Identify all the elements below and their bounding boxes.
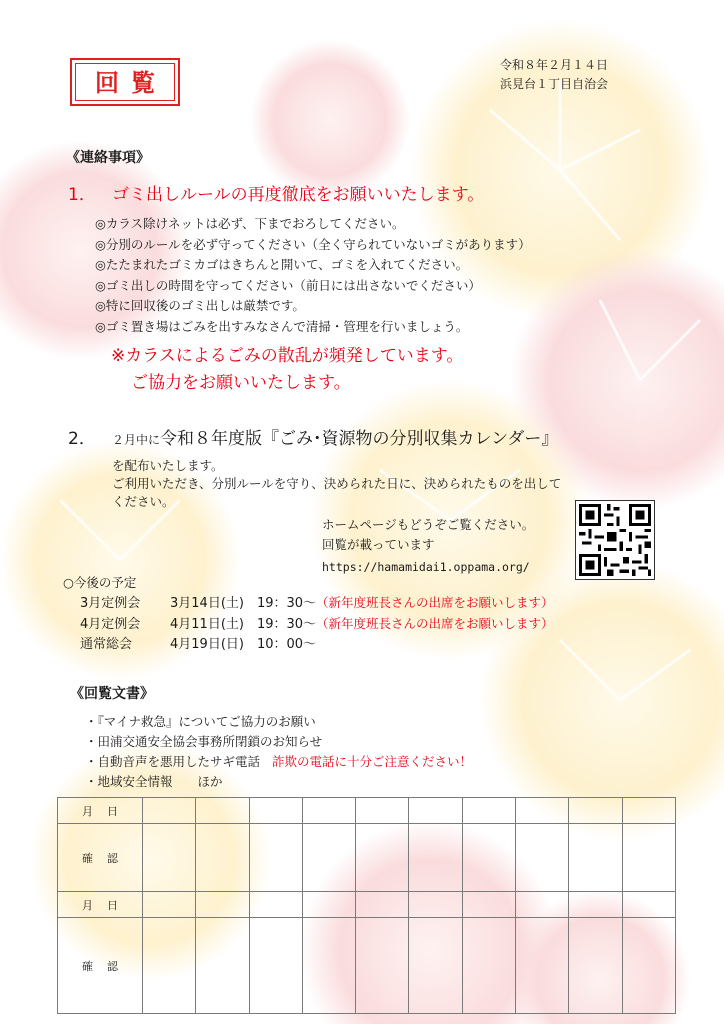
table-cell[interactable] xyxy=(302,918,355,1014)
table-cell[interactable] xyxy=(249,892,302,918)
item1-bullets xyxy=(95,214,531,337)
table-cell[interactable] xyxy=(409,798,462,824)
table-cell[interactable] xyxy=(143,798,196,824)
item2-line: を配布いたします。 xyxy=(112,458,224,473)
table-cell[interactable] xyxy=(462,892,515,918)
circular-item: ・田浦交通安全協会事務所閉鎖のお知らせ xyxy=(85,734,323,749)
table-cell[interactable] xyxy=(569,892,622,918)
table-cell[interactable] xyxy=(462,824,515,892)
confirm-label: 確認 xyxy=(58,824,143,892)
warning-line2: ご協力をお願いいたします。 xyxy=(131,373,351,393)
date-label: 月日 xyxy=(58,892,143,918)
table-row-date xyxy=(58,798,676,824)
homepage-text2: 回覧が載っています xyxy=(322,537,435,552)
table-cell[interactable] xyxy=(516,918,569,1014)
table-cell[interactable] xyxy=(196,798,249,824)
table-cell[interactable] xyxy=(196,918,249,1014)
item2-heading xyxy=(68,424,558,449)
table-row-confirm xyxy=(58,824,676,892)
date-label: 月日 xyxy=(58,798,143,824)
bullet: ◎特に回収後のゴミ出しは厳禁です。 xyxy=(95,298,305,313)
qr-code-icon[interactable] xyxy=(575,500,655,580)
circular-item: ・『マイナ救急』についてご協力のお願い xyxy=(85,714,316,729)
kairan-stamp xyxy=(70,58,180,106)
crow-warning xyxy=(111,343,463,397)
table-row-confirm xyxy=(58,918,676,1014)
table-cell[interactable] xyxy=(516,824,569,892)
table-cell[interactable] xyxy=(302,798,355,824)
circular-list xyxy=(85,712,472,792)
bullet: ◎ゴミ出しの時間を守ってください（前日には出さないでください） xyxy=(95,277,481,293)
table-cell[interactable] xyxy=(356,892,409,918)
table-cell[interactable] xyxy=(569,918,622,1014)
schedule-note: （新年度班長さんの出席をお願いします） xyxy=(316,595,554,610)
header-info xyxy=(500,56,608,94)
schedule-row xyxy=(80,635,554,655)
table-cell[interactable] xyxy=(249,918,302,1014)
bullet: ◎たたまれたゴミカゴはきちんと開いて、ゴミを入れてください。 xyxy=(95,257,469,272)
table-cell[interactable] xyxy=(302,892,355,918)
stamp-text: 回覧 xyxy=(75,63,175,101)
table-cell[interactable] xyxy=(622,824,675,892)
schedule-datetime: 3月14日(土) 19：30～ xyxy=(170,596,317,611)
table-cell[interactable] xyxy=(409,892,462,918)
item2-line: ください。 xyxy=(112,494,175,509)
table-cell[interactable] xyxy=(143,892,196,918)
table-cell[interactable] xyxy=(143,918,196,1014)
schedule-note: （新年度班長さんの出席をお願いします） xyxy=(316,616,554,631)
table-cell[interactable] xyxy=(143,824,196,892)
table-cell[interactable] xyxy=(249,824,302,892)
circular-item: ・地域安全情報 ほか xyxy=(85,774,223,789)
item2-line: ご利用いただき、分別ルールを守り、決められた日に、決められたものを出して xyxy=(112,476,562,491)
table-cell[interactable] xyxy=(516,798,569,824)
schedule-event: 3月定例会 xyxy=(80,596,141,611)
bullet: ◎カラス除けネットは必ず、下までおろしてください。 xyxy=(95,216,405,231)
item1-number: 1． xyxy=(68,185,96,205)
table-cell[interactable] xyxy=(462,918,515,1014)
table-cell[interactable] xyxy=(462,798,515,824)
fraud-warning: 詐欺の電話に十分ご注意ください！ xyxy=(272,754,473,769)
schedule-datetime: 4月19日(日) 10：00～ xyxy=(170,637,317,652)
table-cell[interactable] xyxy=(356,798,409,824)
homepage-info xyxy=(322,515,534,577)
bullet: ◎ゴミ置き場はごみを出すみなさんで清掃・管理を行いましょう。 xyxy=(95,318,469,334)
schedule-list xyxy=(80,593,554,655)
table-cell[interactable] xyxy=(622,798,675,824)
schedule-event: 4月定例会 xyxy=(80,617,141,632)
homepage-url[interactable]: https://hamamidai1.oppama.org/ xyxy=(322,560,530,574)
table-cell[interactable] xyxy=(516,892,569,918)
table-cell[interactable] xyxy=(409,918,462,1014)
table-cell[interactable] xyxy=(302,824,355,892)
confirm-label: 確認 xyxy=(58,918,143,1014)
table-cell[interactable] xyxy=(196,892,249,918)
warning-line1: ※カラスによるごみの散乱が頻発しています。 xyxy=(111,346,464,366)
bullet: ◎分別のルールを必ず守ってください（全く守られていないゴミがあります） xyxy=(95,236,531,252)
circular-item-text: ・自動音声を悪用したサギ電話 xyxy=(85,754,261,769)
table-cell[interactable] xyxy=(622,892,675,918)
section-title-circulars: 《回覧文書》 xyxy=(70,686,154,702)
item2-body xyxy=(112,457,561,511)
section-title-notices: 《連絡事項》 xyxy=(66,150,150,166)
item1-heading xyxy=(68,180,484,205)
item2-title: 令和８年度版『ごみ･資源物の分別収集カレンダー』 xyxy=(160,429,559,449)
table-cell[interactable] xyxy=(249,798,302,824)
item2-prefix: ２月中に xyxy=(112,433,161,447)
table-cell[interactable] xyxy=(569,824,622,892)
homepage-text: ホームページもどうぞご覧ください。 xyxy=(322,517,535,532)
schedule-datetime: 4月11日(土) 19：30～ xyxy=(170,617,317,632)
table-cell[interactable] xyxy=(356,824,409,892)
table-row-date xyxy=(58,892,676,918)
organization: 浜見台１丁目自治会 xyxy=(500,77,609,91)
table-cell[interactable] xyxy=(196,824,249,892)
table-cell[interactable] xyxy=(569,798,622,824)
schedule-event: 通常総会 xyxy=(80,637,133,652)
item1-title: ゴミ出しルールの再度徹底をお願いいたします。 xyxy=(112,185,485,205)
item2-number: 2． xyxy=(68,429,96,449)
schedule-row xyxy=(80,593,554,614)
schedule-row xyxy=(80,614,554,635)
table-cell[interactable] xyxy=(409,824,462,892)
circular-item xyxy=(85,752,472,772)
table-cell[interactable] xyxy=(622,918,675,1014)
table-cell[interactable] xyxy=(356,918,409,1014)
issue-date: 令和８年２月１４日 xyxy=(500,58,609,72)
schedule-title: ○今後の予定 xyxy=(63,575,137,590)
confirmation-table xyxy=(57,797,676,1014)
